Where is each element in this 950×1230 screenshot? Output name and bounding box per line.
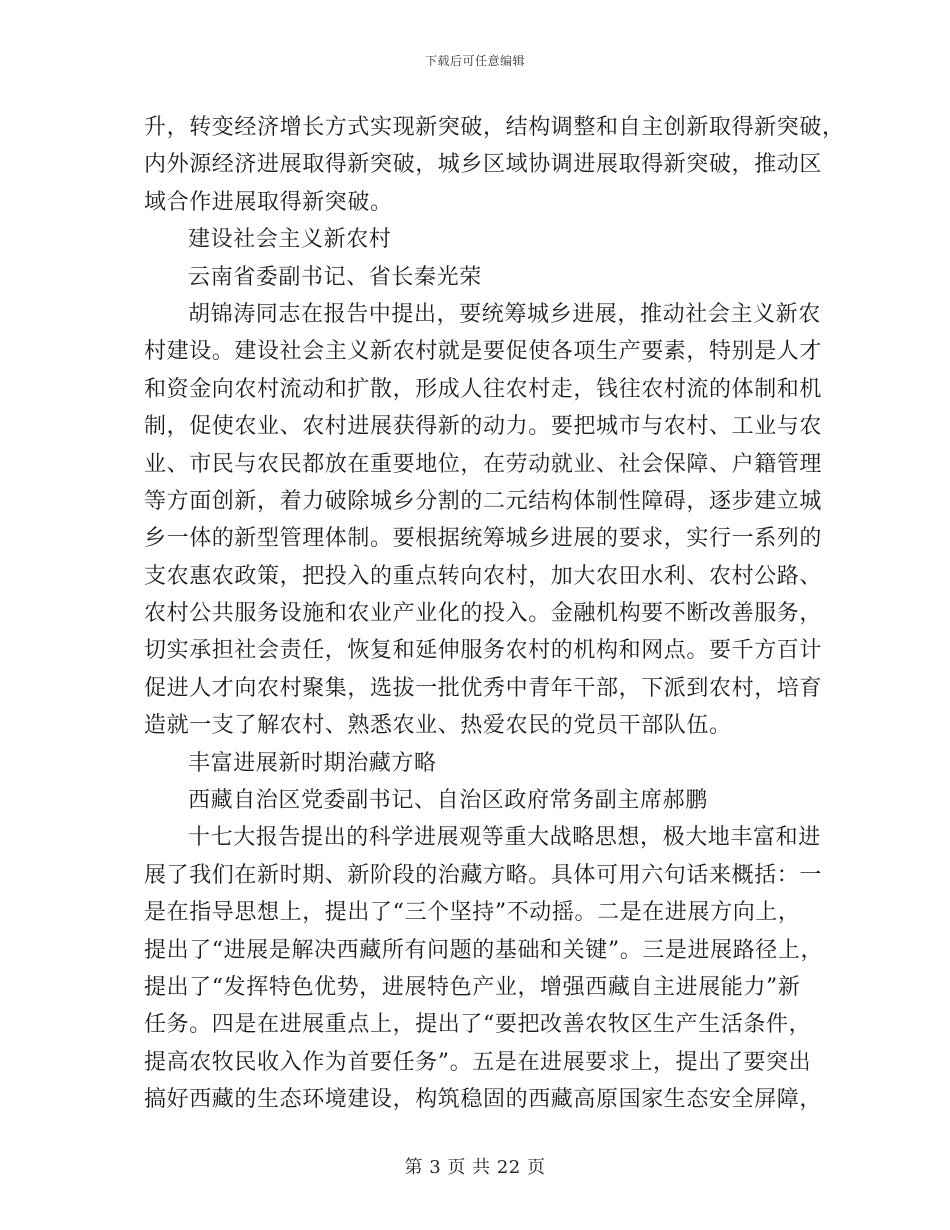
page-number-footer: 第 3 页 共 22 页 [404,1157,546,1178]
page-header: 下载后可任意编辑 [424,54,525,68]
body-line: 等方面创新，着力破除城乡分割的二元结构体制性障碍，逐步建立城 [144,488,823,514]
body-line: 域合作进展取得新突破。 [144,189,393,215]
body-line: 村建设。建设社会主义新农村就是要促使各项生产要素，特别是人才 [144,339,823,365]
body-line: 是在指导思想上，提出了“三个坚持”不动摇。二是在进展方向上， [144,900,801,926]
body-line: 制，促使农业、农村进展获得新的动力。要把城市与农村、工业与农 [144,414,823,440]
body-line: 提出了“发挥特色优势，进展特色产业，增强西藏自主进展能力”新 [144,974,801,1000]
body-line: 搞好西藏的生态环境建设，构筑稳固的西藏高原国家生态安全屏障， [144,1087,823,1113]
body-line: 业、市民与农民都放在重要地位，在劳动就业、社会保障、户籍管理 [144,451,823,477]
body-line: 展了我们在新时期、新阶段的治藏方略。具体可用六句话来概括：一 [144,862,823,888]
body-line: 乡一体的新型管理体制。要根据统筹城乡进展的要求，实行一系列的 [144,526,823,552]
body-line: 支农惠农政策，把投入的重点转向农村，加大农田水利、农村公路、 [144,563,823,589]
body-line: 造就一支了解农村、熟悉农业、热爱农民的党员干部队伍。 [144,713,732,739]
body-line: 提出了“进展是解决西藏所有问题的基础和关键”。三是进展路径上， [144,937,824,963]
body-line: 升，转变经济增长方式实现新突破，结构调整和自主创新取得新突破， [144,115,845,140]
body-line: 和资金向农村流动和扩散，形成人往农村走，钱往农村流的体制和机 [144,376,823,402]
body-line: 切实承担社会责任，恢复和延伸服务农村的机构和网点。要千方百计 [144,638,823,664]
body-line: 提高农牧民收入作为首要任务”。五是在进展要求上，提出了要突出 [144,1049,812,1075]
section-title: 建设社会主义新农村 [188,227,392,253]
body-line: 促进人才向农村聚集，选拔一批优秀中青年干部，下派到农村，培育 [144,675,823,701]
section-title: 丰富进展新时期治藏方略 [188,750,437,776]
document-body [144,109,845,1119]
body-line: 十七大报告提出的科学进展观等重大战略思想，极大地丰富和进 [188,825,821,851]
body-line: 内外源经济进展取得新突破，城乡区域协调进展取得新突破，推动区 [144,152,823,178]
section-author: 云南省委副书记、省长秦光荣 [188,264,482,290]
section-author: 西藏自治区党委副书记、自治区政府常务副主席郝鹏 [188,788,708,814]
body-line: 胡锦涛同志在报告中提出，要统筹城乡进展，推动社会主义新农 [188,301,821,327]
body-line: 任务。四是在进展重点上，提出了“要把改善农牧区生产生活条件， [144,1012,812,1038]
body-line: 农村公共服务设施和农业产业化的投入。金融机构要不断改善服务， [144,601,823,627]
